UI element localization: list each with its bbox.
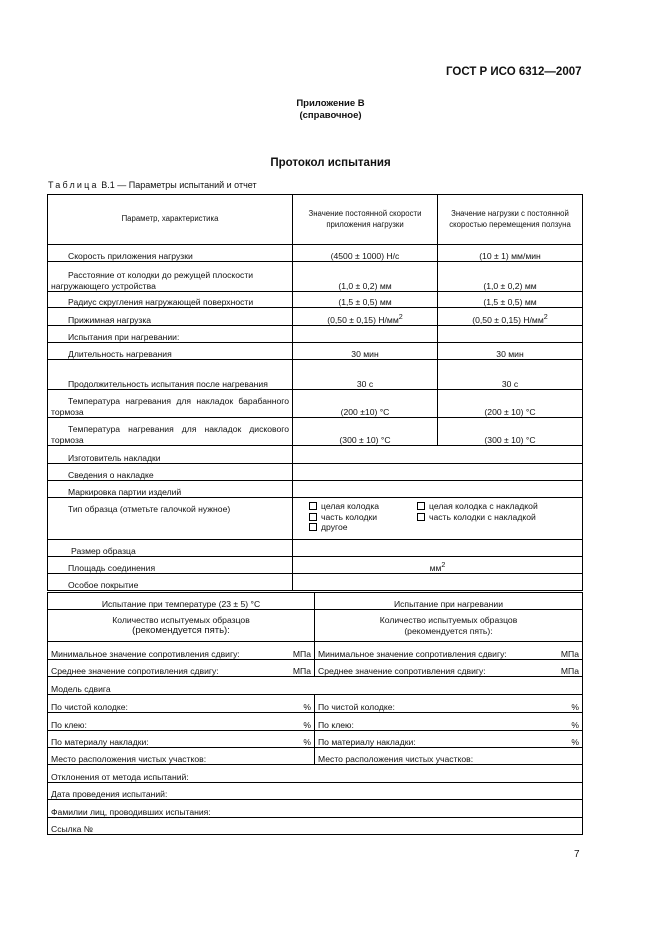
value-cell: [293, 446, 583, 464]
option-label: часть колодки с накладкой: [429, 511, 536, 522]
table-row: [48, 308, 583, 326]
cell-label: Минимальное значение сопротивления сдвигу:: [51, 648, 240, 659]
min-shear-left: [48, 642, 315, 660]
cell-line: (рекомендуется пять):: [132, 624, 230, 636]
param-cell: Скорость приложения нагрузки: [48, 245, 293, 262]
value-cell: 30 с: [293, 360, 438, 390]
table-caption-prefix: Таблица: [48, 180, 99, 190]
deviations-row: Отклонения от метода испытаний:: [48, 765, 583, 783]
results-table: [47, 592, 583, 835]
table-row: [48, 574, 583, 591]
table-header-row: [48, 195, 583, 245]
value-cell: 30 мин: [438, 343, 583, 360]
value-cell: 30 мин: [293, 343, 438, 360]
cell-line: Количество испытуемых образцов: [379, 615, 518, 625]
cell-label: По чистой колодке:: [318, 701, 395, 712]
table-row: [48, 446, 583, 464]
table-row: [48, 610, 583, 642]
value-cell: (1,0 ± 0,2) мм: [438, 262, 583, 292]
unit-text: мм: [429, 562, 442, 573]
superscript: 2: [543, 312, 548, 321]
value-cell: [293, 540, 583, 557]
table-row: [48, 418, 583, 446]
value-cell: [293, 464, 583, 481]
unit-text: %: [303, 719, 311, 730]
table-row: [48, 326, 583, 343]
table-row: [48, 360, 583, 390]
checkbox-option[interactable]: [417, 501, 538, 512]
param-cell: Длительность нагревания: [48, 343, 293, 360]
header-const-slider: Значение нагрузки с постоянной скоростью перемещения ползуна: [438, 195, 583, 245]
unit-text: %: [303, 701, 311, 712]
table-row: [48, 731, 583, 748]
value-cell: [438, 308, 583, 326]
table-row: [48, 765, 583, 783]
test-date-row: Дата проведения испытаний:: [48, 783, 583, 800]
table-row: [48, 800, 583, 818]
superscript: 2: [398, 312, 403, 321]
option-label: целая колодка с накладкой: [429, 501, 538, 511]
sample-type-options: [293, 498, 583, 540]
table-row: [48, 540, 583, 557]
unit-text: МПа: [292, 665, 311, 676]
option-label: часть колодки: [321, 511, 378, 522]
by-glue-right: [315, 713, 583, 731]
cell-label: Минимальное значение сопротивления сдвигу:: [318, 648, 507, 659]
value-cell: [293, 557, 583, 574]
unit-text: %: [571, 719, 579, 730]
standard-designation: ГОСТ Р ИСО 6312—2007: [446, 66, 582, 78]
parameters-table: [47, 194, 583, 591]
by-clean-left: [48, 695, 315, 713]
checkbox[interactable]: [309, 513, 317, 521]
cell-label: Среднее значение сопротивления сдвигу:: [318, 665, 486, 676]
value-cell: (200 ± 10) °С: [438, 390, 583, 418]
value-cell: (1,5 ± 0,5) мм: [293, 292, 438, 308]
param-cell: Площадь соединения: [48, 557, 293, 574]
page-number: 7: [574, 849, 580, 860]
table-caption-text: В.1 — Параметры испытаний и отчет: [101, 180, 257, 190]
value-cell: [293, 481, 583, 498]
table-row: [48, 677, 583, 695]
table-row: [48, 642, 583, 660]
min-shear-right: [315, 642, 583, 660]
unit-text: МПа: [560, 665, 579, 676]
value-cell: (1,0 ± 0,2) мм: [293, 262, 438, 292]
table-row: [48, 390, 583, 418]
cell-label: По клею:: [51, 719, 87, 730]
value-cell: [293, 574, 583, 591]
by-glue-left: [48, 713, 315, 731]
value-cell: (300 ± 10) °С: [438, 418, 583, 446]
checkbox-option[interactable]: [309, 512, 417, 523]
checkbox-option[interactable]: [309, 501, 417, 512]
unit-text: МПа: [560, 648, 579, 659]
table-row: [48, 818, 583, 835]
value-cell: (200 ±10) °С: [293, 390, 438, 418]
value-cell: (300 ± 10) °С: [293, 418, 438, 446]
param-cell: Тип образца (отметьте галочкой нужное): [48, 498, 293, 540]
cell-line: Количество испытуемых образцов: [112, 615, 250, 625]
table-row: [48, 481, 583, 498]
checkbox[interactable]: [309, 502, 317, 510]
appendix-title: Приложение В: [296, 98, 365, 109]
table-row: [48, 557, 583, 574]
value-cell: [293, 308, 438, 326]
cell-label: По материалу накладки:: [318, 736, 416, 747]
avg-shear-left: [48, 660, 315, 677]
param-cell: Продолжительность испытания после нагревания: [48, 360, 293, 390]
checkbox-option[interactable]: [417, 512, 538, 523]
header-const-speed: Значение постоянной скорости приложения нагрузки: [293, 195, 438, 245]
param-cell: Прижимная нагрузка: [48, 308, 293, 326]
cell-label: По материалу накладки:: [51, 736, 149, 747]
value-text: (0,50 ± 0,15) Н/мм: [472, 314, 544, 325]
sample-count-left: [48, 610, 315, 642]
param-cell: Размер образца: [48, 540, 293, 557]
param-cell: Температура нагревания для накладок дискового тормоза: [48, 418, 293, 446]
table-row-sample-type: [48, 498, 583, 540]
left-header: Испытание при температуре (23 ± 5) °С: [48, 593, 315, 610]
param-cell: Изготовитель накладки: [48, 446, 293, 464]
checkbox[interactable]: [309, 523, 317, 531]
shear-model: Модель сдвига: [48, 677, 583, 695]
param-cell: Маркировка партии изделий: [48, 481, 293, 498]
param-cell: Радиус скругления нагружающей поверхности: [48, 292, 293, 308]
table-row: [48, 713, 583, 731]
value-cell: [293, 326, 438, 343]
param-cell: Особое покрытие: [48, 574, 293, 591]
unit-text: %: [571, 701, 579, 712]
checkbox-option[interactable]: [309, 522, 417, 533]
by-clean-right: [315, 695, 583, 713]
param-cell: Расстояние от колодки до режущей плоскости нагружающего устройства: [48, 262, 293, 292]
checkbox[interactable]: [417, 513, 425, 521]
by-material-left: [48, 731, 315, 748]
sample-count-right: [315, 610, 583, 642]
table-row: [48, 343, 583, 360]
value-text: (0,50 ± 0,15) Н/мм: [327, 314, 399, 325]
table-row: [48, 245, 583, 262]
param-cell: Испытания при нагревании:: [48, 326, 293, 343]
protocol-title: Протокол испытания: [270, 157, 391, 169]
table-row: [48, 748, 583, 765]
table-row: [48, 292, 583, 308]
cell-line: (рекомендуется пять):: [404, 625, 493, 636]
cell-label: По чистой колодке:: [51, 701, 128, 712]
unit-text: МПа: [292, 648, 311, 659]
testers-row: Фамилии лиц, проводивших испытания:: [48, 800, 583, 818]
appendix-note: (справочное): [299, 110, 362, 121]
value-cell: (10 ± 1) мм/мин: [438, 245, 583, 262]
cell-label: По клею:: [318, 719, 354, 730]
reference-row: Ссылка №: [48, 818, 583, 835]
table-row: [48, 262, 583, 292]
param-cell: Сведения о накладке: [48, 464, 293, 481]
param-cell: Температура нагревания для накладок барабанного тормоза: [48, 390, 293, 418]
unit-text: %: [303, 736, 311, 747]
clean-location-right: Место расположения чистых участков:: [315, 748, 583, 765]
value-cell: [438, 326, 583, 343]
unit-text: %: [571, 736, 579, 747]
superscript: 2: [441, 560, 446, 569]
right-header: Испытание при нагревании: [315, 593, 583, 610]
table-row: [48, 593, 583, 610]
by-material-right: [315, 731, 583, 748]
cell-label: Среднее значение сопротивления сдвигу:: [51, 665, 219, 676]
table-row: [48, 464, 583, 481]
table-row: [48, 695, 583, 713]
option-label: целая колодка: [321, 501, 380, 511]
checkbox[interactable]: [417, 502, 425, 510]
table-caption: [48, 180, 257, 190]
value-cell: 30 с: [438, 360, 583, 390]
table-row: [48, 660, 583, 677]
clean-location-left: Место расположения чистых участков:: [48, 748, 315, 765]
value-cell: (1,5 ± 0,5) мм: [438, 292, 583, 308]
value-cell: (4500 ± 1000) Н/с: [293, 245, 438, 262]
option-label: другое: [321, 522, 348, 532]
header-param: Параметр, характеристика: [48, 195, 293, 245]
avg-shear-right: [315, 660, 583, 677]
table-row: [48, 783, 583, 800]
